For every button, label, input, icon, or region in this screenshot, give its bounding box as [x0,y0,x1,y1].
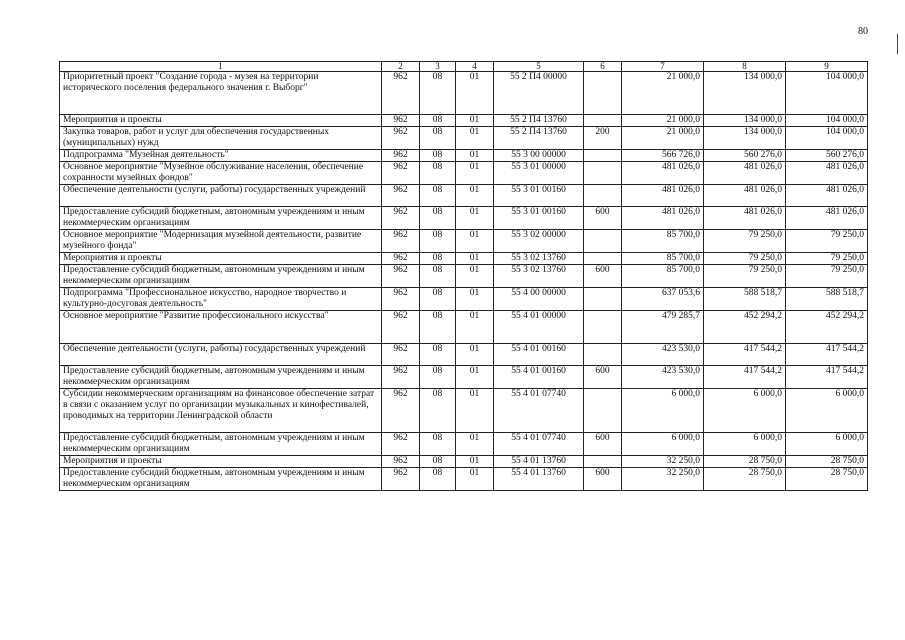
expense-type: 600 [584,265,622,288]
amount-col9: 104 000,0 [786,115,868,127]
expense-type [584,311,622,344]
expense-type [584,72,622,115]
amount-col8: 79 250,0 [704,253,786,265]
amount-col7: 21 000,0 [622,127,704,150]
row-name: Обеспечение деятельности (услуги, работы) государственных учреждений [60,344,382,366]
row-name: Мероприятия и проекты [60,456,382,468]
amount-col7: 423 530,0 [622,344,704,366]
header-cell: 5 [494,62,584,72]
expense-type [584,185,622,207]
row-name: Закупка товаров, работ и услуг для обеспечения государственных (муниципальных) нужд [60,127,382,150]
row-name: Подпрограмма "Профессиональное искусство, народное творчество и культурно-досуговая деятельность" [60,288,382,311]
amount-col7: 6 000,0 [622,433,704,456]
expense-type [584,150,622,162]
row-name: Основное мероприятие "Модернизация музейной деятельности, развитие музейного фонда" [60,230,382,253]
header-cell: 1 [60,62,382,72]
table-row [60,127,868,150]
amount-col8: 134 000,0 [704,127,786,150]
amount-col7: 21 000,0 [622,115,704,127]
target-article: 55 4 01 07740 [494,389,584,433]
ministry-code: 962 [382,253,420,265]
section-code: 08 [420,265,456,288]
row-name: Мероприятия и проекты [60,253,382,265]
row-name: Предоставление субсидий бюджетным, автономным учреждениям и иным некоммерческим организациям [60,433,382,456]
expense-type [584,115,622,127]
section-code: 08 [420,127,456,150]
section-code: 08 [420,456,456,468]
amount-col8: 6 000,0 [704,389,786,433]
amount-col7: 85 700,0 [622,230,704,253]
subsection-code: 01 [456,72,494,115]
section-code: 08 [420,162,456,185]
row-name: Предоставление субсидий бюджетным, автономным учреждениям и иным некоммерческим организациям [60,207,382,230]
amount-col9: 481 026,0 [786,162,868,185]
target-article: 55 3 02 00000 [494,230,584,253]
expense-type: 600 [584,468,622,491]
table-row [60,230,868,253]
amount-col7: 32 250,0 [622,468,704,491]
amount-col8: 28 750,0 [704,456,786,468]
amount-col7: 32 250,0 [622,456,704,468]
table-row [60,366,868,389]
header-cell: 4 [456,62,494,72]
target-article: 55 3 01 00160 [494,185,584,207]
amount-col9: 6 000,0 [786,389,868,433]
target-article: 55 4 01 00160 [494,366,584,389]
amount-col7: 21 000,0 [622,72,704,115]
header-cell: 9 [786,62,868,72]
target-article: 55 4 01 07740 [494,433,584,456]
table-row [60,253,868,265]
amount-col7: 85 700,0 [622,253,704,265]
amount-col8: 79 250,0 [704,230,786,253]
section-code: 08 [420,344,456,366]
row-name: Приоритетный проект "Создание города - музея на территории исторического поселения федерального значения г. Выборг" [60,72,382,115]
expense-type: 600 [584,207,622,230]
expense-type: 600 [584,366,622,389]
amount-col9: 104 000,0 [786,72,868,115]
subsection-code: 01 [456,311,494,344]
row-name: Обеспечение деятельности (услуги, работы) государственных учреждений [60,185,382,207]
page-number: 80 [858,26,868,37]
table-row [60,344,868,366]
ministry-code: 962 [382,265,420,288]
target-article: 55 4 01 00000 [494,311,584,344]
target-article: 55 3 01 00160 [494,207,584,230]
target-article: 55 2 П4 00000 [494,72,584,115]
header-cell: 6 [584,62,622,72]
subsection-code: 01 [456,185,494,207]
table-row [60,288,868,311]
expense-type [584,344,622,366]
table-row [60,72,868,115]
expense-type [584,253,622,265]
amount-col8: 452 294,2 [704,311,786,344]
expense-type [584,162,622,185]
ministry-code: 962 [382,433,420,456]
section-code: 08 [420,72,456,115]
section-code: 08 [420,468,456,491]
amount-col9: 417 544,2 [786,344,868,366]
target-article: 55 2 П4 13760 [494,127,584,150]
ministry-code: 962 [382,127,420,150]
subsection-code: 01 [456,433,494,456]
header-row [60,62,868,72]
subsection-code: 01 [456,127,494,150]
table-row [60,207,868,230]
expense-type [584,456,622,468]
amount-col7: 481 026,0 [622,162,704,185]
amount-col8: 6 000,0 [704,433,786,456]
target-article: 55 3 02 13760 [494,253,584,265]
ministry-code: 962 [382,311,420,344]
subsection-code: 01 [456,456,494,468]
target-article: 55 4 00 00000 [494,288,584,311]
target-article: 55 3 00 00000 [494,150,584,162]
amount-col9: 417 544,2 [786,366,868,389]
row-name: Основное мероприятие "Развитие профессионального искусства" [60,311,382,344]
section-code: 08 [420,311,456,344]
section-code: 08 [420,207,456,230]
header-cell: 7 [622,62,704,72]
subsection-code: 01 [456,253,494,265]
amount-col9: 79 250,0 [786,230,868,253]
section-code: 08 [420,253,456,265]
amount-col9: 28 750,0 [786,456,868,468]
table-row [60,456,868,468]
amount-col8: 417 544,2 [704,344,786,366]
ministry-code: 962 [382,150,420,162]
budget-table [59,61,868,491]
ministry-code: 962 [382,389,420,433]
amount-col8: 560 276,0 [704,150,786,162]
table-row [60,150,868,162]
row-name: Основное мероприятие "Музейное обслуживание населения, обеспечение сохранности музейных фондов" [60,162,382,185]
subsection-code: 01 [456,230,494,253]
expense-type: 600 [584,433,622,456]
row-name: Предоставление субсидий бюджетным, автономным учреждениям и иным некоммерческим организациям [60,366,382,389]
row-name: Субсидии некоммерческим организациям на финансовое обеспечение затрат в связи с оказанием услуг по организации музыкальных и кинофестивалей, проводимых на территории Ленинградской области [60,389,382,433]
amount-col9: 588 518,7 [786,288,868,311]
amount-col8: 588 518,7 [704,288,786,311]
subsection-code: 01 [456,265,494,288]
target-article: 55 3 02 13760 [494,265,584,288]
amount-col7: 85 700,0 [622,265,704,288]
amount-col9: 481 026,0 [786,185,868,207]
ministry-code: 962 [382,115,420,127]
section-code: 08 [420,433,456,456]
ministry-code: 962 [382,366,420,389]
amount-col8: 28 750,0 [704,468,786,491]
row-name: Предоставление субсидий бюджетным, автономным учреждениям и иным некоммерческим организациям [60,265,382,288]
amount-col8: 481 026,0 [704,185,786,207]
amount-col9: 452 294,2 [786,311,868,344]
section-code: 08 [420,230,456,253]
amount-col9: 6 000,0 [786,433,868,456]
section-code: 08 [420,288,456,311]
target-article: 55 3 01 00000 [494,162,584,185]
amount-col9: 28 750,0 [786,468,868,491]
table-row [60,185,868,207]
amount-col8: 417 544,2 [704,366,786,389]
subsection-code: 01 [456,162,494,185]
table-row [60,311,868,344]
subsection-code: 01 [456,288,494,311]
amount-col7: 481 026,0 [622,185,704,207]
ministry-code: 962 [382,185,420,207]
amount-col8: 134 000,0 [704,72,786,115]
subsection-code: 01 [456,344,494,366]
row-name: Мероприятия и проекты [60,115,382,127]
target-article: 55 4 01 13760 [494,456,584,468]
section-code: 08 [420,150,456,162]
ministry-code: 962 [382,207,420,230]
amount-col7: 637 053,6 [622,288,704,311]
ministry-code: 962 [382,288,420,311]
ministry-code: 962 [382,162,420,185]
header-cell: 3 [420,62,456,72]
amount-col9: 560 276,0 [786,150,868,162]
ministry-code: 962 [382,344,420,366]
ministry-code: 962 [382,456,420,468]
expense-type [584,288,622,311]
row-name: Предоставление субсидий бюджетным, автономным учреждениям и иным некоммерческим организациям [60,468,382,491]
expense-type [584,389,622,433]
amount-col8: 481 026,0 [704,162,786,185]
subsection-code: 01 [456,366,494,389]
amount-col7: 566 726,0 [622,150,704,162]
amount-col8: 79 250,0 [704,265,786,288]
expense-type [584,230,622,253]
expense-type: 200 [584,127,622,150]
row-name: Подпрограмма "Музейная деятельность" [60,150,382,162]
ministry-code: 962 [382,230,420,253]
subsection-code: 01 [456,389,494,433]
ministry-code: 962 [382,468,420,491]
table-row [60,433,868,456]
section-code: 08 [420,115,456,127]
target-article: 55 4 01 00160 [494,344,584,366]
amount-col9: 481 026,0 [786,207,868,230]
amount-col7: 479 285,7 [622,311,704,344]
section-code: 08 [420,185,456,207]
table-row [60,265,868,288]
amount-col8: 481 026,0 [704,207,786,230]
ministry-code: 962 [382,72,420,115]
amount-col9: 104 000,0 [786,127,868,150]
header-cell: 2 [382,62,420,72]
target-article: 55 2 П4 13760 [494,115,584,127]
amount-col7: 481 026,0 [622,207,704,230]
table-row [60,162,868,185]
amount-col7: 6 000,0 [622,389,704,433]
margin-mark [897,34,898,54]
amount-col7: 423 530,0 [622,366,704,389]
subsection-code: 01 [456,150,494,162]
amount-col9: 79 250,0 [786,265,868,288]
amount-col9: 79 250,0 [786,253,868,265]
table-row [60,389,868,433]
subsection-code: 01 [456,468,494,491]
target-article: 55 4 01 13760 [494,468,584,491]
table-row [60,115,868,127]
section-code: 08 [420,366,456,389]
subsection-code: 01 [456,115,494,127]
table-row [60,468,868,491]
section-code: 08 [420,389,456,433]
subsection-code: 01 [456,207,494,230]
header-cell: 8 [704,62,786,72]
amount-col8: 134 000,0 [704,115,786,127]
